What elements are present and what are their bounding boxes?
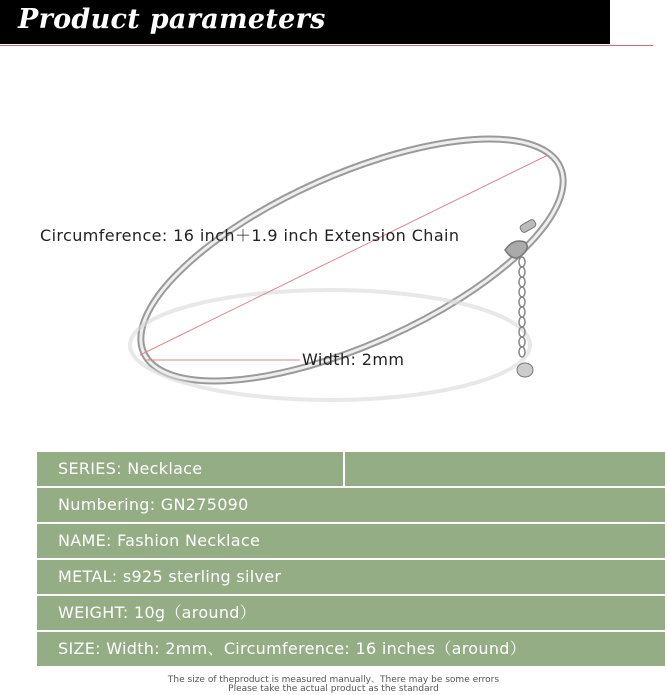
- necklace-image: [0, 60, 667, 450]
- row-divider: [343, 452, 345, 486]
- spec-size: SIZE: Width: 2mm、Circumference: 16 inches（around）: [58, 639, 527, 658]
- width-label: Width: 2mm: [302, 350, 405, 369]
- spec-row-name: [37, 524, 665, 558]
- header-bar: [0, 0, 610, 44]
- spec-weight: WEIGHT: 10g（around）: [58, 603, 257, 622]
- footnote-measurement: The size of theproduct is measured manually、There may be some errors: [167, 675, 500, 685]
- spec-name: NAME: Fashion Necklace: [58, 531, 261, 550]
- spec-row-series: [37, 452, 665, 486]
- extension-chain: [519, 257, 525, 357]
- spec-row-metal: [37, 560, 665, 594]
- spec-row-size: [37, 632, 665, 666]
- page-title: Product parameters: [18, 4, 326, 35]
- footnote-standard: Please take the actual product as the standard: [228, 684, 439, 694]
- spec-row-weight: [37, 596, 665, 630]
- lobster-clasp: [505, 241, 527, 258]
- header-divider: [0, 45, 653, 46]
- spec-table: [37, 452, 665, 668]
- circumference-label: Circumference: 16 inch＋1.9 inch Extension Chain: [40, 226, 460, 245]
- spec-numbering: Numbering: GN275090: [58, 495, 249, 514]
- spec-metal: METAL: s925 sterling silver: [58, 567, 282, 586]
- spec-series: SERIES: Necklace: [58, 459, 203, 478]
- tag-charm: [517, 363, 533, 377]
- spec-row-numbering: [37, 488, 665, 522]
